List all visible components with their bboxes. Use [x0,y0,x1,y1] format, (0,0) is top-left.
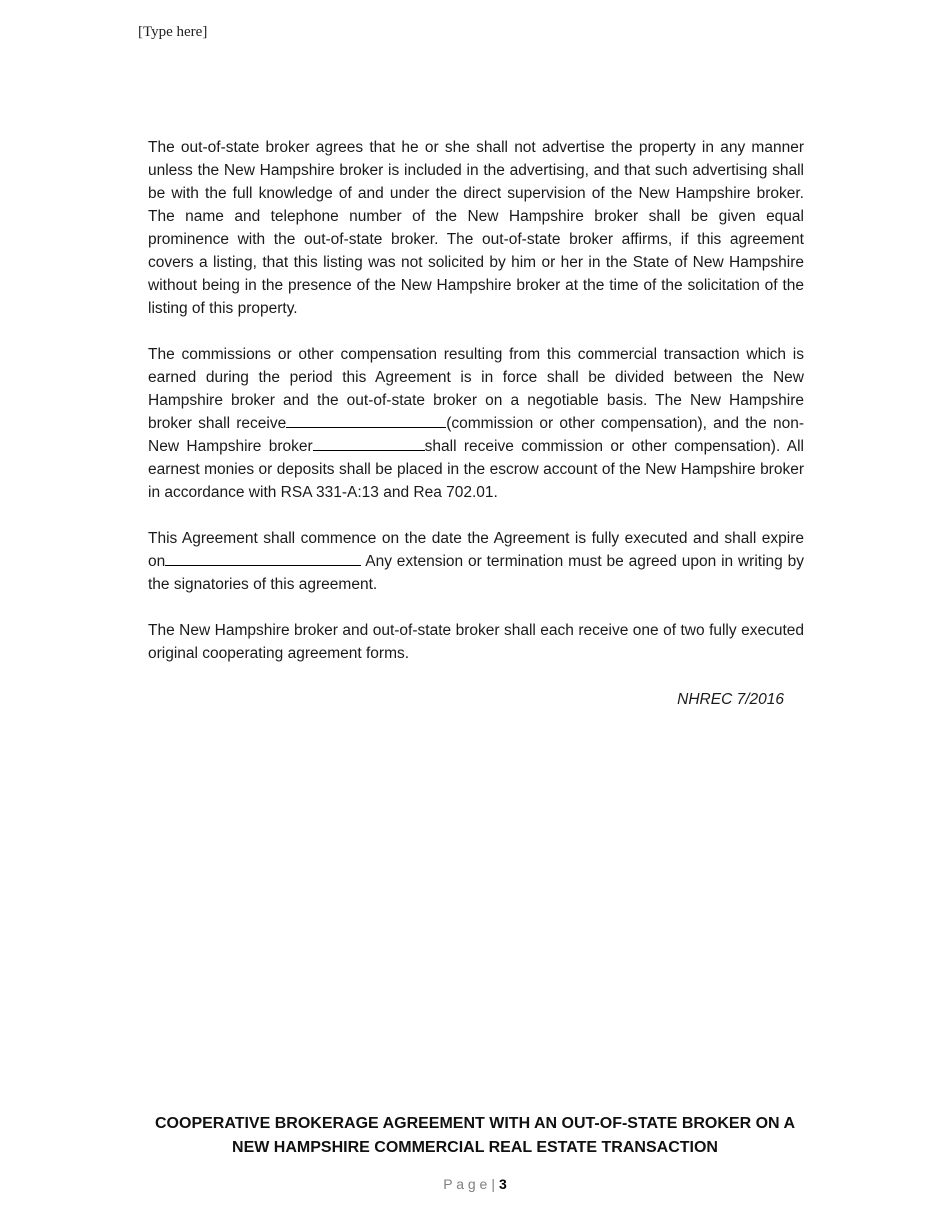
paragraph-advertising-restrictions: The out-of-state broker agrees that he or she shall not advertise the property in any manner unless the New Hampshire broker is included in the advertising, and that such advertising shall be with the full knowledge of and under the direct supervision of the New Hampshire broker. The name and telephone number of the New Hampshire broker shall be given equal prominence with the out-of-state broker. The out-of-state broker affirms, if this agreement covers a listing, that this listing was not solicited by him or her in the State of New Hampshire without being in the presence of the New Hampshire broker at the time of the solicitation of the listing of this property. [148,139,804,317]
term-text-before-blank: This Agreement shall commence on the date the Agreement is fully executed and shall expire on [148,530,804,570]
paragraph-commission-split [148,343,804,504]
revision-note: NHREC 7/2016 [677,691,784,708]
commission-text-after-blank2: shall receive commission or other compensation). All earnest monies or deposits shall be placed in the escrow account of the New Hampshire broker in accordance with RSA 331-A:13 and Rea 702.01. [148,438,804,501]
term-text-after-blank: Any extension or termination must be agreed upon in writing by the signatories of this agreement. [148,553,804,593]
footer-page-indicator [0,1176,950,1192]
footer-page-label: P a g e [443,1176,488,1192]
non-nh-broker-compensation-blank-field[interactable] [313,437,425,451]
document-title-line1: COOPERATIVE BROKERAGE AGREEMENT WITH AN OUT-OF-STATE BROKER ON A [155,1115,795,1132]
commission-blank-field[interactable] [286,414,446,428]
page-number: 3 [498,1176,507,1192]
commission-text-before-blank1: The commissions or other compensation resulting from this commercial transaction which is earned during the period this Agreement is in force shall be divided between the New Hampshire broker and the out-of-state broker on a negotiable basis. The New Hampshire broker shall receive [148,346,804,432]
expiration-date-blank-field[interactable] [165,552,361,566]
document-title [0,1112,950,1160]
header-type-here-placeholder[interactable]: [Type here] [138,24,208,40]
paragraph-term [148,527,804,596]
footer-page-separator: | [491,1176,495,1192]
paragraph-executed-copies: The New Hampshire broker and out-of-state broker shall each receive one of two fully executed original cooperating agreement forms. [148,622,804,662]
commission-text-after-blank1: (commission or other compensation), and the non-New Hampshire broker [148,415,804,455]
document-title-line2: NEW HAMPSHIRE COMMERCIAL REAL ESTATE TRANSACTION [232,1139,718,1156]
document-body [148,136,804,734]
